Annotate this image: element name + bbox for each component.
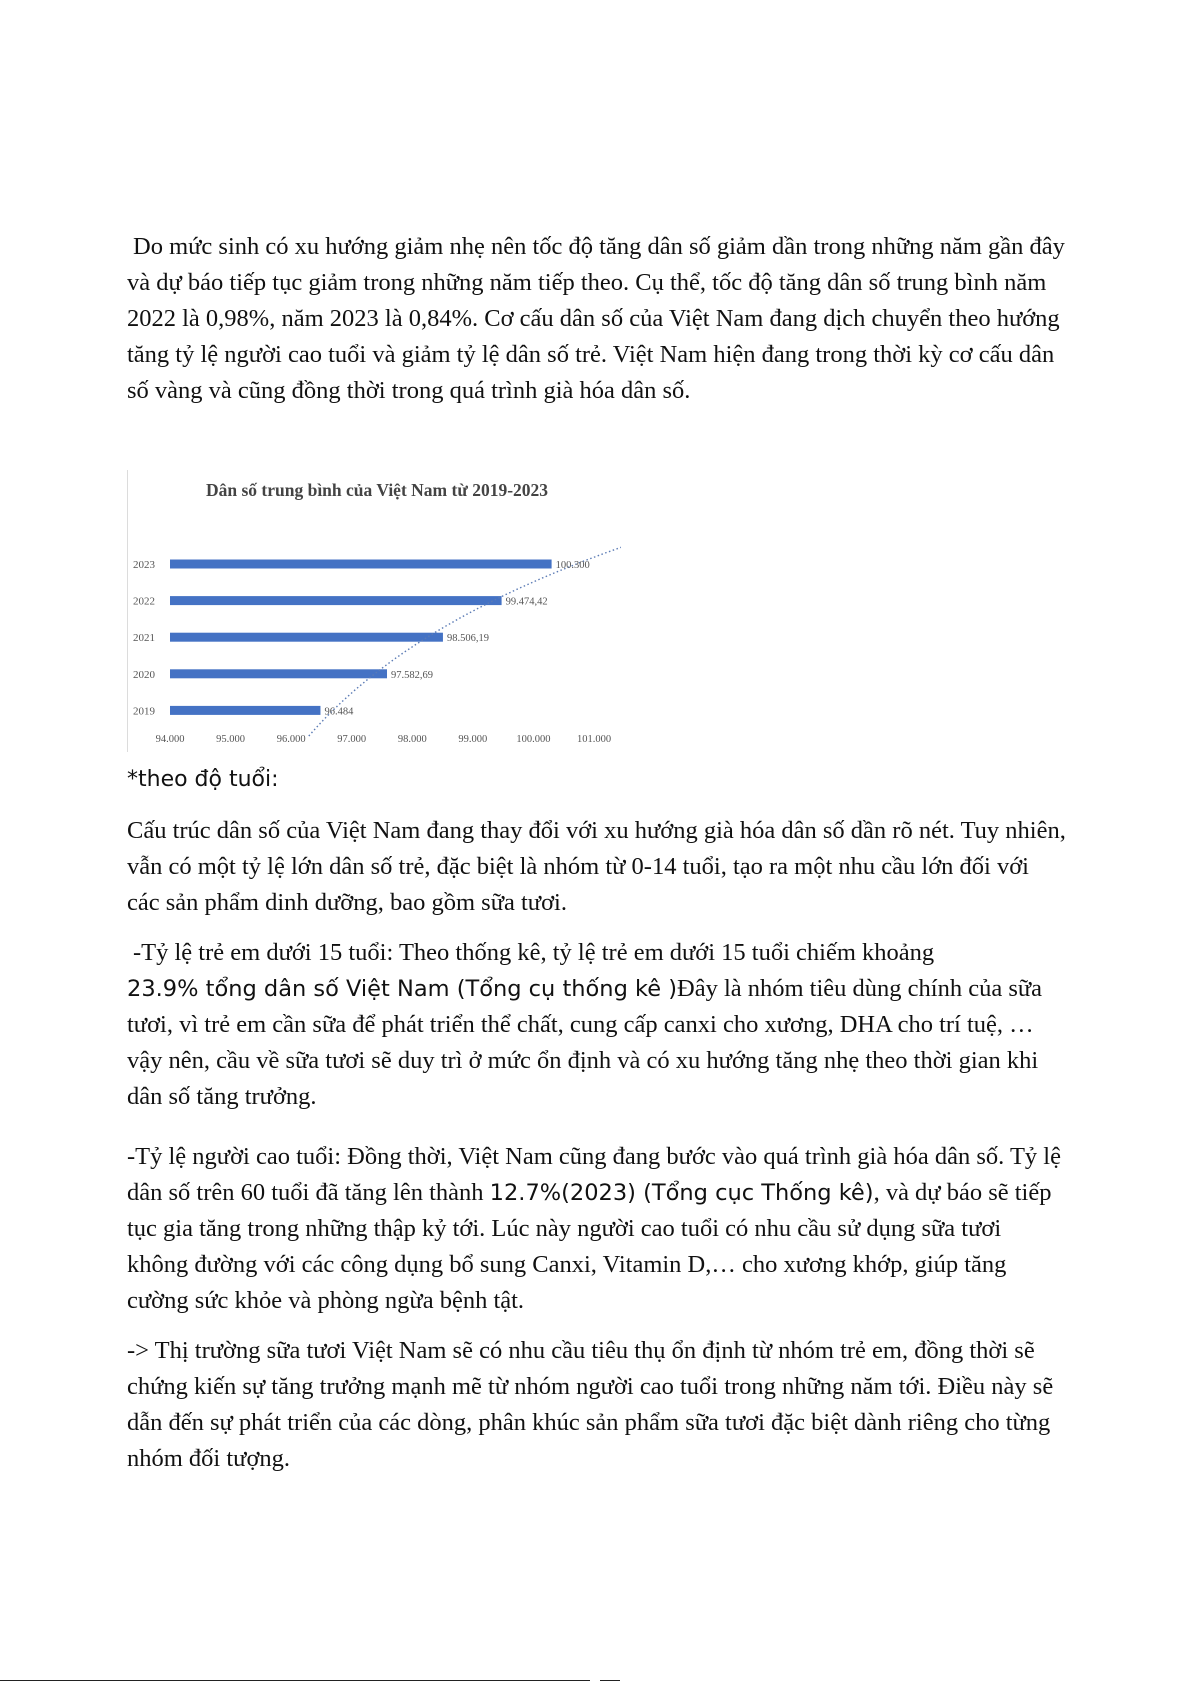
x-tick-label: 94.000 — [155, 734, 185, 745]
paragraph-elderly-ratio — [127, 1139, 1067, 1319]
paragraph-population-growth: Do mức sinh có xu hướng giảm nhẹ nên tốc độ tăng dân số giảm dần trong những năm gần đây và dự báo tiếp tục giảm trong những năm tiếp theo. Cụ thể, tốc độ tăng dân số trung bình năm 2022 là 0,98%, năm 2023 là 0,84%. Cơ cấu dân số của Việt Nam đang dịch chuyển theo hướng tăng tỷ lệ người cao tuổi và giảm tỷ lệ dân số trẻ. Việt Nam hiện đang trong thời kỳ cơ cấu dân số vàng và cũng đồng thời trong quá trình già hóa dân số. — [127, 233, 1065, 404]
y-tick-label: 2019 — [133, 705, 155, 718]
data-label-2021: 98.506,19 — [446, 633, 489, 645]
y-tick-label: 2020 — [133, 668, 155, 681]
data-label-2022: 99.474,42 — [505, 596, 548, 608]
y-tick-label: 2022 — [133, 595, 155, 608]
footer-rule — [0, 1680, 590, 1681]
elderly-ratio-stat: 12.7%(2023) (Tổng cục Thống kê) — [489, 1180, 874, 1206]
population-bar-chart — [127, 470, 621, 752]
data-label-2020: 97.582,69 — [391, 669, 434, 681]
x-tick-label: 101.000 — [576, 734, 612, 745]
y-tick-label: 2023 — [133, 559, 155, 571]
x-tick-label: 95.000 — [216, 734, 246, 745]
elderly-ratio-intro: -Tỷ lệ người cao tuổi: Đồng thời, Việt Nam cũng đang bước vào quá trình già hóa dân số. Tỷ lệ dân số trên 60 tuổi đã tăng lên thành — [127, 1143, 1061, 1206]
data-label-2023: 100.300 — [555, 560, 590, 571]
y-tick-label: 2021 — [133, 632, 155, 645]
paragraph-children-ratio — [127, 935, 1067, 1115]
age-section-heading: *theo độ tuổi: — [127, 767, 279, 792]
chart-title: Dân số trung bình của Việt Nam từ 2019-2023 — [205, 480, 549, 500]
paragraph-conclusion: -> Thị trường sữa tươi Việt Nam sẽ có nhu cầu tiêu thụ ổn định từ nhóm trẻ em, đồng thời sẽ chứng kiến sự tăng trưởng mạnh mẽ từ nhóm người cao tuổi trong những năm tới. Điều này sẽ dẫn đến sự phát triển của các dòng, phân khúc sản phẩm sữa tươi đặc biệt dành riêng cho từng nhóm đối tượng. — [127, 1337, 1054, 1472]
bar-2022 — [170, 596, 502, 605]
x-tick-label: 100.000 — [516, 734, 551, 745]
children-ratio-stat: 23.9% tổng dân số Việt Nam (Tổng cụ thống kê ) — [127, 976, 677, 1002]
x-tick-label: 98.000 — [397, 734, 427, 745]
x-tick-label: 99.000 — [458, 734, 488, 745]
footer-rule-short — [600, 1680, 620, 1681]
bar-2020 — [170, 669, 387, 678]
bar-2021 — [170, 633, 443, 642]
chart-svg — [127, 470, 621, 752]
bar-2019 — [170, 706, 320, 715]
children-ratio-intro: -Tỷ lệ trẻ em dưới 15 tuổi: Theo thống kê, tỷ lệ trẻ em dưới 15 tuổi chiếm khoảng — [133, 939, 935, 966]
x-tick-label: 97.000 — [337, 734, 367, 745]
children-ratio-detail: Đây là nhóm tiêu dùng chính của sữa tươi, vì trẻ em cần sữa để phát triển thể chất, cung cấp canxi cho xương, DHA cho trí tuệ, …vậy nên, cầu về sữa tươi sẽ duy trì ở mức ổn định và có xu hướng tăng nhẹ theo thời gian khi dân số tăng trưởng. — [127, 975, 1043, 1110]
data-label-2019: 96.484 — [324, 706, 354, 718]
x-tick-label: 96.000 — [276, 734, 306, 745]
bar-2023 — [170, 560, 552, 569]
elderly-ratio-detail: , và dự báo sẽ tiếp tục gia tăng trong những thập kỷ tới. Lúc này người cao tuổi có nhu cầu sử dụng sữa tươi không đường với các công dụng bổ sung Canxi, Vitamin D,… cho xương khớp, giúp tăng cường sức khỏe và phòng ngừa bệnh tật. — [127, 1179, 1052, 1314]
paragraph-age-structure: Cấu trúc dân số của Việt Nam đang thay đổi với xu hướng già hóa dân số dần rõ nét. Tuy nhiên, vẫn có một tỷ lệ lớn dân số trẻ, đặc biệt là nhóm từ 0-14 tuổi, tạo ra một nhu cầu lớn đối với các sản phẩm dinh dưỡng, bao gồm sữa tươi. — [127, 817, 1066, 916]
